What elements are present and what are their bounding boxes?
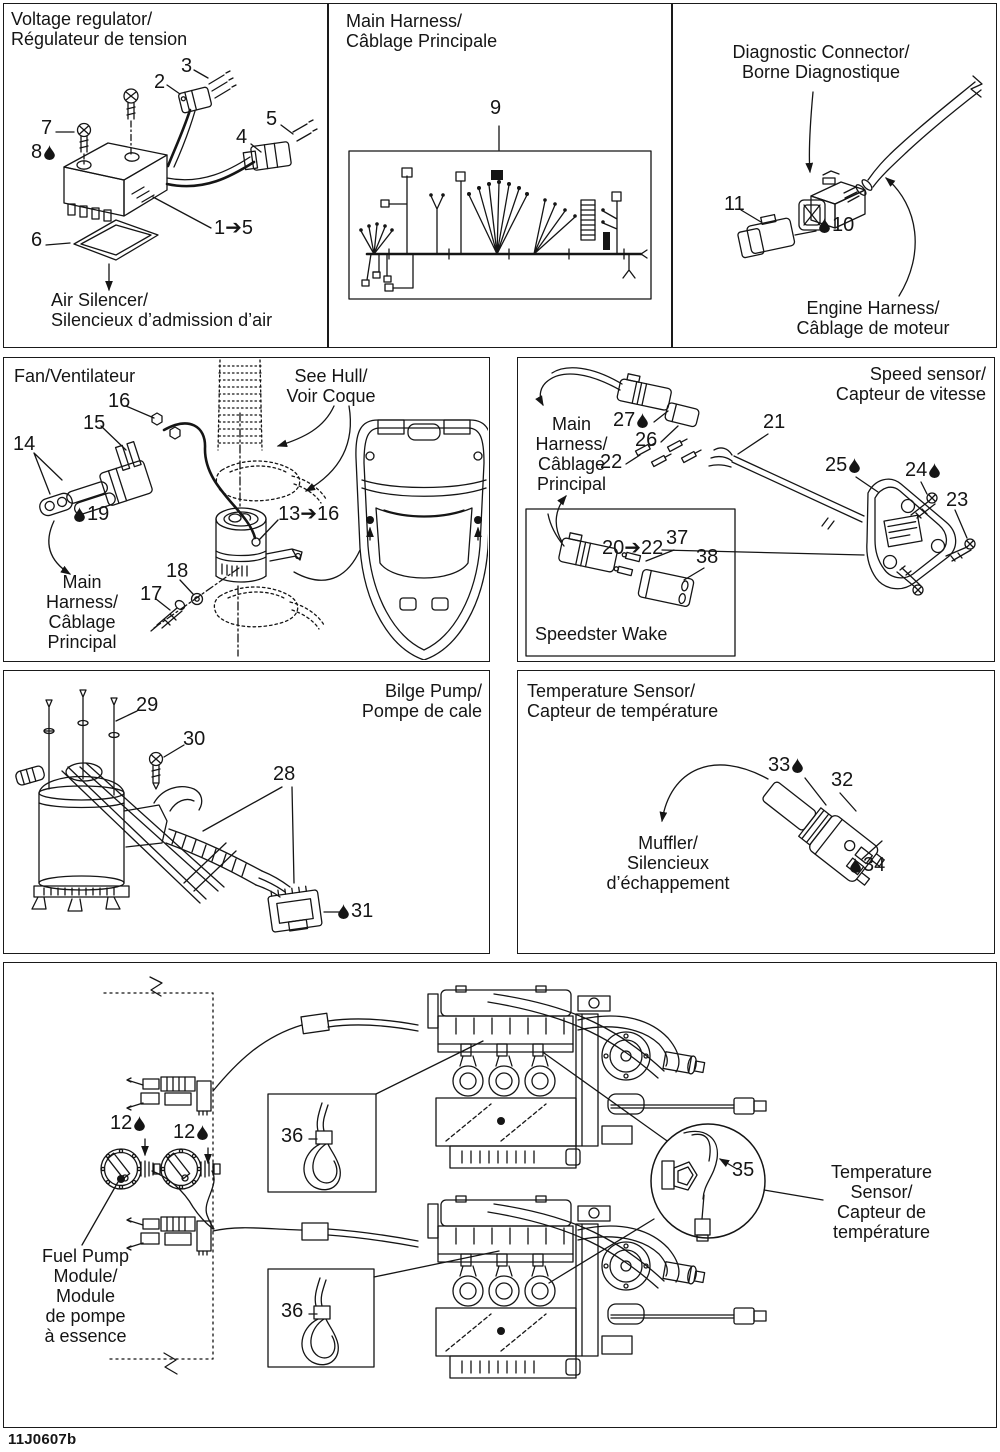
panel-bilge-pump [3, 670, 490, 954]
pump-outlet-hose [62, 763, 290, 903]
cable-tie [214, 587, 324, 629]
speed-sensor-body [867, 479, 956, 589]
lubricant-drop-icon [134, 1116, 145, 1131]
callout-6: 6 [31, 229, 43, 251]
engine-harness-label: Engine Harness/ Câblage de moteur [796, 298, 950, 338]
panel-diagnostic-connector [672, 3, 997, 348]
wire-splay [709, 448, 732, 467]
cable-tie [216, 461, 326, 503]
document-code: 11J0607b [8, 1431, 77, 1448]
engine-harness-cable [844, 76, 982, 202]
lubricant-drop-icon [74, 507, 85, 522]
panel-title: Fan/Ventilateur [14, 366, 136, 386]
title-line: Régulateur de tension [11, 29, 188, 49]
regulator-connector [178, 87, 212, 114]
callout-27: 27 [613, 410, 648, 431]
screw-icon [150, 753, 163, 790]
cable-tie-icon [304, 1103, 340, 1190]
callout-23: 23 [946, 489, 969, 511]
lubricant-drop-icon [819, 218, 830, 233]
callout-3: 3 [181, 55, 193, 77]
screw-icon [124, 89, 138, 154]
callout-1-5: 1➔5 [214, 217, 254, 239]
bilge-pump-body [15, 763, 129, 911]
panel-main-harness [328, 3, 672, 348]
screw-icon [946, 539, 975, 561]
callout-32: 32 [831, 769, 854, 791]
lubricant-drop-icon [338, 904, 349, 919]
speedster-wake-label: Speedster Wake [535, 624, 668, 644]
callout-26: 26 [635, 429, 658, 451]
callout-15: 15 [83, 412, 106, 434]
callout-25: 25 [825, 455, 860, 476]
callout-16: 16 [108, 390, 131, 412]
callout-22: 22 [600, 451, 623, 473]
cable-tie-icon [302, 1278, 338, 1365]
lubricant-drop-icon [849, 458, 860, 473]
lubricant-drop-icon [44, 145, 55, 160]
panel-title: Main Harness/ Câblage Principale [346, 11, 498, 51]
gasket [74, 220, 158, 260]
callout-10: 10 [819, 215, 854, 236]
callout-2: 2 [154, 71, 166, 93]
panel-speed-sensor [517, 357, 995, 662]
main-harness-label: Main Harness/ Câblage Principal [45, 572, 119, 652]
fuel-pump-module-1 [101, 1149, 160, 1189]
callout-18: 18 [166, 560, 189, 582]
callout-34: 34 [850, 855, 885, 876]
lubricant-drop-icon [850, 858, 861, 873]
callout-11: 11 [724, 193, 745, 215]
pins-3 [209, 75, 230, 98]
hull-rear-view [356, 420, 488, 660]
muffler-label: Muffler/ Silencieux d’échappement [606, 833, 730, 893]
small-connector-14 [38, 491, 75, 517]
callout-36: 36 [281, 1125, 304, 1147]
harness-connector-group-1 [127, 1077, 211, 1115]
fuel-pump-module-label: Fuel Pump Module/ Module de pompe à essence [41, 1246, 130, 1346]
callout-8: 8 [31, 142, 55, 163]
panel-voltage-regulator [3, 3, 328, 348]
callout-13-16: 13➔16 [278, 503, 340, 525]
callout-24: 24 [905, 460, 940, 481]
wake-connector-38 [638, 569, 695, 607]
main-harness-label: Main Harness/ Câblage Principal [535, 414, 608, 494]
callout-21: 21 [763, 411, 786, 433]
lubricant-drop-icon [637, 413, 648, 428]
wiring-harness-art [359, 168, 647, 291]
connector-26 [664, 402, 699, 427]
callout-28: 28 [273, 763, 296, 785]
washer [192, 594, 203, 605]
callout-17: 17 [140, 583, 163, 605]
pins-5 [293, 124, 311, 141]
panel-title: Speed sensor/ Capteur de vitesse [835, 364, 986, 404]
callout-33: 33 [768, 755, 803, 776]
callout-14: 14 [13, 433, 36, 455]
callout-19: 19 [74, 504, 109, 525]
bilge-connector [267, 885, 322, 934]
screw-icon [897, 566, 923, 595]
fuel-pump-module-2 [161, 1149, 220, 1189]
magnified-detail-circle [651, 1124, 765, 1241]
lubricant-drop-icon [792, 758, 803, 773]
panel-title [11, 9, 187, 49]
lubricant-drop-icon [197, 1125, 208, 1140]
see-hull-label: See Hull/ Voir Coque [286, 366, 376, 406]
panel-title: Bilge Pump/ Pompe de cale [361, 681, 482, 721]
callout-12: 12 [173, 1122, 208, 1143]
callout-9: 9 [490, 97, 502, 119]
callout-5: 5 [266, 108, 278, 130]
callout-7: 7 [41, 117, 53, 139]
lubricant-drop-icon [929, 463, 940, 478]
voltage-regulator-body [64, 143, 167, 221]
mating-connector-11 [735, 212, 795, 258]
callout-20-22: 20➔22 [602, 537, 664, 559]
main-harness-drawing [329, 4, 670, 346]
harness-connector [617, 373, 674, 411]
callout-29: 29 [136, 694, 159, 716]
callout-35: 35 [732, 1159, 755, 1181]
callout-4: 4 [236, 126, 248, 148]
callout-30: 30 [183, 728, 206, 750]
panel-title: Diagnostic Connector/ Borne Diagnostique [732, 42, 910, 82]
panel-title: Temperature Sensor/ Capteur de température [527, 681, 719, 721]
air-silencer-label: Air Silencer/ Silencieux d’admission d’air [51, 290, 273, 330]
callout-38: 38 [696, 546, 719, 568]
callout-36: 36 [281, 1300, 304, 1322]
title-line: Voltage regulator/ [11, 9, 153, 29]
panel-temperature-sensor [517, 670, 995, 954]
callout-31: 31 [338, 901, 373, 922]
panel-engine-electrical [3, 962, 997, 1428]
callout-12: 12 [110, 1113, 145, 1134]
temperature-sensor-label: Temperature Sensor/ Capteur de température [830, 1162, 933, 1242]
panel-fan [3, 357, 490, 662]
callout-37: 37 [666, 527, 689, 549]
